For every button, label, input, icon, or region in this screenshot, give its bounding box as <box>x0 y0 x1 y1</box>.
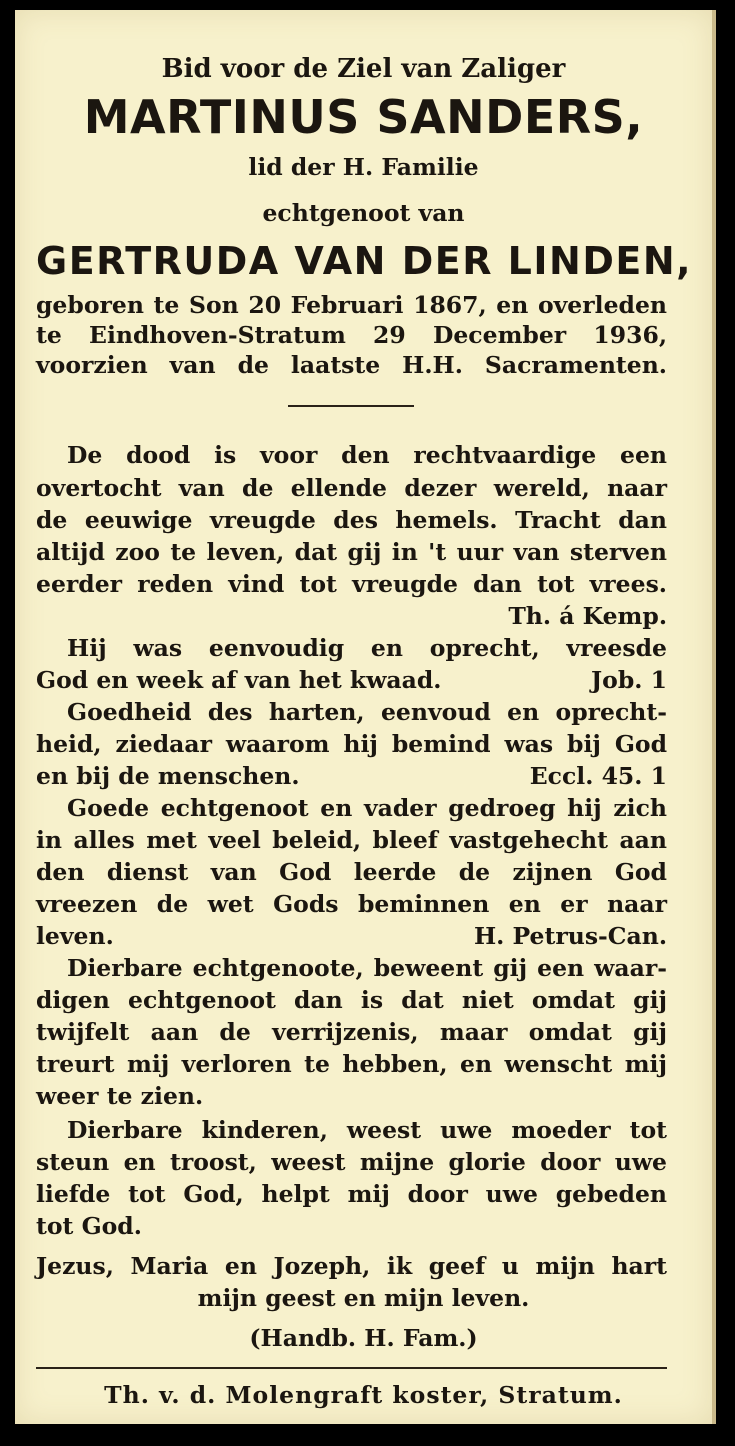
quote-line: overtocht van de ellende dezer wereld, naar <box>36 474 667 502</box>
quote-line: God en week af van het kwaad. <box>36 666 442 694</box>
address-line: Dierbare kinderen, weest uwe moeder tot <box>67 1116 667 1144</box>
closing-source: (Handb. H. Fam.) <box>249 1324 478 1352</box>
card-edge <box>712 10 716 1424</box>
quote-source: Th. á Kemp. <box>508 602 667 630</box>
quote-line: Goedheid des harten, eenvoud en oprecht- <box>67 698 667 726</box>
printer-credit: Th. v. d. Molengraft koster, Stratum. <box>104 1381 623 1409</box>
biography-line: voorzien van de laatste H.H. Sacramenten. <box>36 351 667 379</box>
quote-line: eerder reden vind tot vreugde dan tot vrees. <box>36 570 667 598</box>
quote-line: Goede echtgenoot en vader gedroeg hij zich <box>67 794 667 822</box>
biography-line: geboren te Son 20 Februari 1867, en overleden <box>36 291 667 319</box>
quote-line: den dienst van God leerde de zijnen God <box>36 858 667 886</box>
address-line: digen echtgenoot dan is dat niet omdat gij <box>36 986 667 1014</box>
prayer-line: Bid voor de Ziel van Zaliger <box>161 54 566 84</box>
quote-line: en bij de menschen. <box>36 762 300 790</box>
address-line: treurt mij verloren te hebben, en wenscht mij <box>36 1050 667 1078</box>
address-line: twijfelt aan de verrijzenis, maar omdat gij <box>36 1018 667 1046</box>
address-line: Dierbare echtgenoote, beweent gij een waar- <box>67 954 667 982</box>
quote-line: in alles met veel beleid, bleef vastgehecht aan <box>36 826 667 854</box>
memorial-card <box>15 10 712 1424</box>
membership-line: lid der H. Familie <box>248 153 479 181</box>
spouse-intro: echtgenoot van <box>262 199 465 227</box>
quote-source: Eccl. 45. 1 <box>529 762 667 790</box>
quote-line: de eeuwige vreugde des hemels. Tracht dan <box>36 506 667 534</box>
quote-line: vreezen de wet Gods beminnen en er naar <box>36 890 667 918</box>
quote-line: altijd zoo te leven, dat gij in 't uur van sterven <box>36 538 667 566</box>
short-divider <box>288 405 414 407</box>
quote-source: H. Petrus-Can. <box>473 922 667 950</box>
closing-prayer-line: Jezus, Maria en Jozeph, ik geef u mijn hart <box>36 1252 667 1280</box>
quote-source: Job. 1 <box>591 666 667 694</box>
address-line: weer te zien. <box>36 1082 204 1110</box>
spouse-name: GERTRUDA VAN DER LINDEN, <box>36 239 693 283</box>
footer-divider <box>36 1367 667 1369</box>
address-line: liefde tot God, helpt mij door uwe gebeden <box>36 1180 667 1208</box>
quote-line: leven. <box>36 922 114 950</box>
biography-line: te Eindhoven-Stratum 29 December 1936, <box>36 321 667 349</box>
quote-line: Hij was eenvoudig en oprecht, vreesde <box>67 634 667 662</box>
closing-prayer-line: mijn geest en mijn leven. <box>197 1284 530 1312</box>
quote-line: De dood is voor den rechtvaardige een <box>67 441 667 469</box>
address-line: steun en troost, weest mijne glorie door uwe <box>36 1148 667 1176</box>
deceased-name: MARTINUS SANDERS, <box>83 90 644 144</box>
quote-line: heid, ziedaar waarom hij bemind was bij God <box>36 730 667 758</box>
address-line: tot God. <box>36 1212 142 1240</box>
